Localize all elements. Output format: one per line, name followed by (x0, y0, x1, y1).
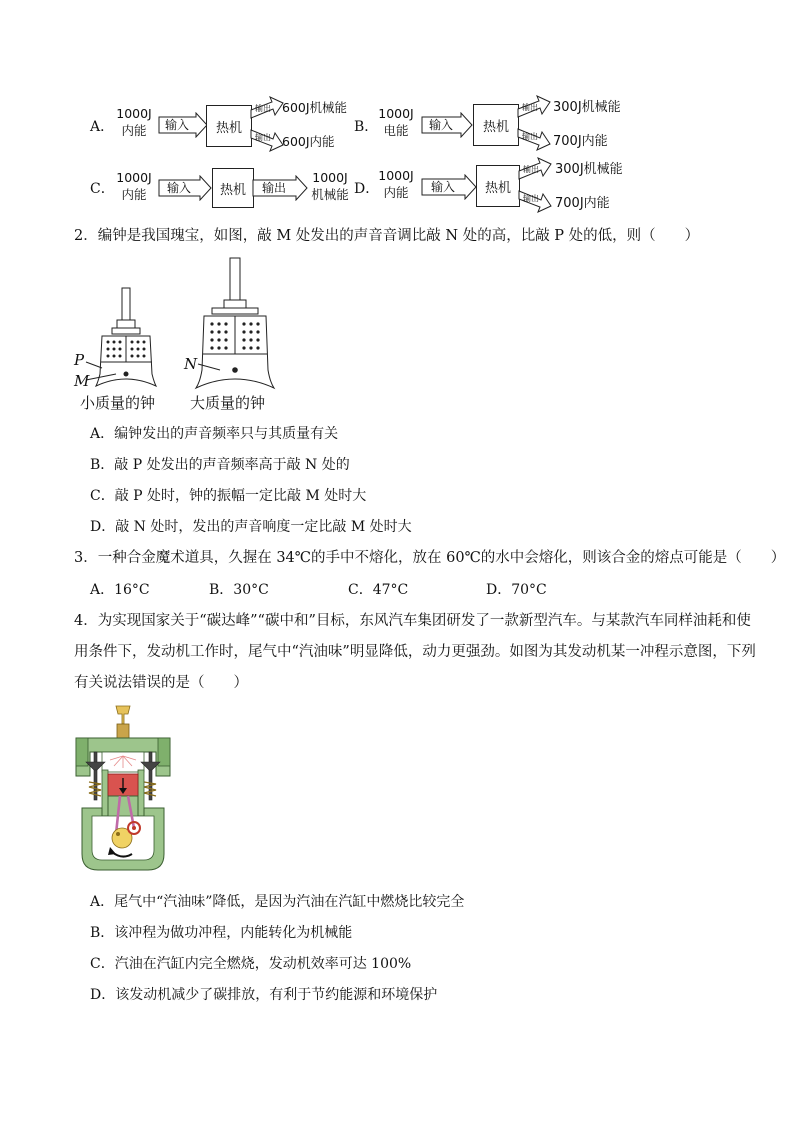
q3-option-b: B．30°C (209, 582, 269, 598)
q3-stem: 3．一种合金魔术道具，久握在 34℃的手中不熔化，放在 60℃的水中会熔化，则该合金的熔点可能是（ ） (74, 550, 786, 566)
input-value: 1000J (116, 106, 152, 121)
output-2: 700J内能 (555, 196, 610, 211)
input-value: 1000J (116, 170, 152, 185)
q4-stem-line3: 有关说法错误的是（ ） (74, 675, 248, 691)
input-arrow-label: 输入 (428, 118, 453, 132)
output-label-1: 输出 (522, 103, 538, 112)
q2-stem: 2．编钟是我国瑰宝，如图，敲 M 处发出的声音音调比敲 N 处的高，比敲 P 处的低，则（ ） (74, 228, 700, 244)
q4-stem-line2: 用条件下，发动机工作时，尾气中“汽油味”明显降低，动力更强劲。如图为其发动机某一冲程示意图，下列 (74, 644, 756, 660)
spark-plug-icon (116, 706, 130, 738)
q4-option-a: A．尾气中“汽油味”降低，是因为汽油在汽缸中燃烧比较完全 (90, 894, 465, 910)
heat-engine-box: 热机 (476, 165, 520, 207)
output-label-2: 输出 (522, 132, 538, 141)
output-1: 300J机械能 (555, 162, 623, 177)
label-n: N (184, 355, 198, 373)
option-letter: D． (354, 181, 380, 197)
input-arrow-label: 输入 (166, 181, 191, 195)
heat-engine-box: 热机 (473, 104, 519, 146)
output-label-2: 输出 (255, 133, 271, 142)
input-type: 电能 (383, 123, 409, 138)
q3-option-c: C．47°C (348, 582, 409, 598)
output-arrow-label: 输出 (261, 181, 286, 195)
input-type: 内能 (121, 187, 147, 202)
q2-option-d: D．敲 N 处时，发出的声音响度一定比敲 M 处时大 (90, 519, 412, 535)
q4-option-d: D．该发动机减少了碳排放，有利于节约能源和环境保护 (90, 987, 438, 1003)
input-value: 1000J (378, 106, 414, 121)
q4-stem-line1: 4．为实现国家关于“碳达峰”“碳中和”目标，东风汽车集团研发了一款新型汽车。与某款汽车同样油耗和使 (74, 613, 751, 629)
label-m: M (74, 372, 90, 390)
q3-option-d: D．70°C (486, 582, 547, 598)
small-bell-icon (86, 288, 156, 386)
output-1: 600J机械能 (282, 100, 348, 115)
input-value: 1000J (378, 168, 414, 183)
q4-option-c: C．汽油在汽缸内完全燃烧，发动机效率可达 100% (90, 956, 412, 972)
q2-option-c: C．敲 P 处时，钟的振幅一定比敲 M 处时大 (90, 488, 367, 504)
heat-engine-box: 热机 (212, 168, 254, 208)
input-arrow-label: 输入 (164, 118, 189, 132)
output-value: 1000J (312, 170, 348, 185)
option-letter: A． (90, 119, 115, 135)
input-arrow-label: 输入 (430, 180, 455, 194)
q2-option-a: A．编钟发出的声音频率只与其质量有关 (90, 426, 339, 442)
option-letter: B． (354, 119, 379, 135)
large-bell-caption: 大质量的钟 (190, 394, 266, 412)
large-bell-icon (196, 258, 274, 388)
q2-option-b: B．敲 P 处发出的声音频率高于敲 N 处的 (90, 457, 350, 473)
output-2: 700J内能 (553, 134, 608, 149)
input-type: 内能 (383, 185, 409, 200)
output-type: 机械能 (311, 187, 349, 202)
q3-option-a: A．16°C (90, 582, 150, 598)
output-1: 300J机械能 (553, 100, 621, 115)
bells-figure (72, 256, 302, 396)
q4-option-b: B．该冲程为做功冲程，内能转化为机械能 (90, 925, 353, 941)
heat-engine-box: 热机 (206, 105, 252, 147)
small-bell-caption: 小质量的钟 (80, 394, 156, 412)
output-label-1: 输出 (523, 165, 539, 174)
engine-stroke-figure (72, 704, 178, 876)
output-2: 600J内能 (282, 134, 335, 149)
output-label-1: 输出 (255, 104, 271, 113)
option-letter: C． (90, 181, 115, 197)
input-type: 内能 (121, 123, 147, 138)
label-p: P (74, 351, 85, 369)
output-label-2: 输出 (523, 194, 539, 203)
